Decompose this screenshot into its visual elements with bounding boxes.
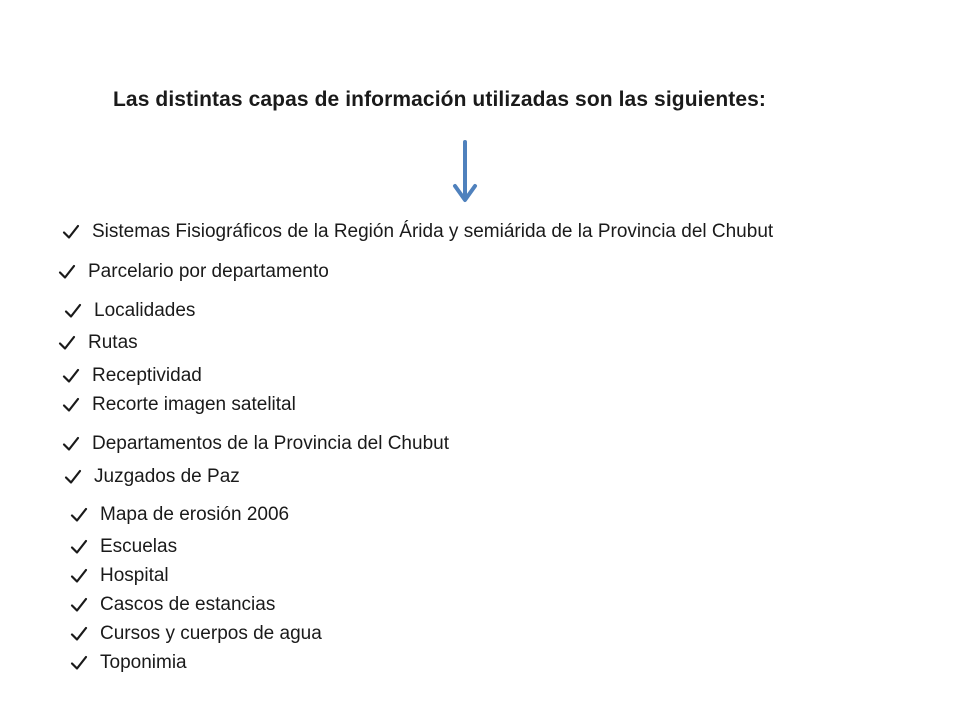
- checkmark-icon: [70, 506, 88, 524]
- list-item-label: Receptividad: [92, 365, 202, 386]
- list-item: [58, 262, 329, 281]
- list-item-label: Hospital: [100, 565, 169, 586]
- list-item: [62, 434, 449, 453]
- list-item: [62, 222, 773, 241]
- checkmark-icon: [58, 334, 76, 352]
- list-item-label: Mapa de erosión 2006: [100, 504, 290, 525]
- list-item-label: Rutas: [88, 332, 138, 353]
- list-item-label: Juzgados de Paz: [94, 466, 240, 487]
- list-item-label: Cascos de estancias: [100, 594, 276, 615]
- list-item: [70, 653, 187, 672]
- list-item-label: Departamentos de la Provincia del Chubut: [92, 433, 449, 454]
- list-item: [64, 467, 240, 486]
- list-item-label: Escuelas: [100, 536, 178, 557]
- checkmark-icon: [64, 302, 82, 320]
- slide-title: Las distintas capas de información utilizadas son las siguientes:: [113, 88, 767, 111]
- list-item-label: Cursos y cuerpos de agua: [100, 623, 322, 644]
- list-item: [70, 505, 289, 524]
- list-item: [62, 366, 202, 385]
- checkmark-icon: [64, 468, 82, 486]
- checkmark-icon: [62, 367, 80, 385]
- checkmark-icon: [70, 596, 88, 614]
- list-item: [62, 395, 296, 414]
- checkmark-icon: [70, 567, 88, 585]
- arrow-down-icon: [450, 140, 480, 204]
- checkmark-icon: [70, 538, 88, 556]
- list-item-label: Sistemas Fisiográficos de la Región Árida y semiárida de la Provincia del Chubut: [92, 221, 774, 242]
- checkmark-icon: [70, 654, 88, 672]
- list-item: [64, 301, 195, 320]
- checkmark-icon: [62, 396, 80, 414]
- checkmark-icon: [62, 223, 80, 241]
- list-item-label: Recorte imagen satelital: [92, 394, 296, 415]
- list-item: [70, 566, 169, 585]
- list-item: [58, 333, 138, 352]
- list-item-label: Parcelario por departamento: [88, 261, 329, 282]
- list-item-label: Toponimia: [100, 652, 187, 673]
- checkmark-icon: [70, 625, 88, 643]
- list-item: [70, 595, 275, 614]
- checkmark-icon: [58, 263, 76, 281]
- list-item: [70, 537, 177, 556]
- list-item-label: Localidades: [94, 300, 196, 321]
- list-item: [70, 624, 322, 643]
- checkmark-icon: [62, 435, 80, 453]
